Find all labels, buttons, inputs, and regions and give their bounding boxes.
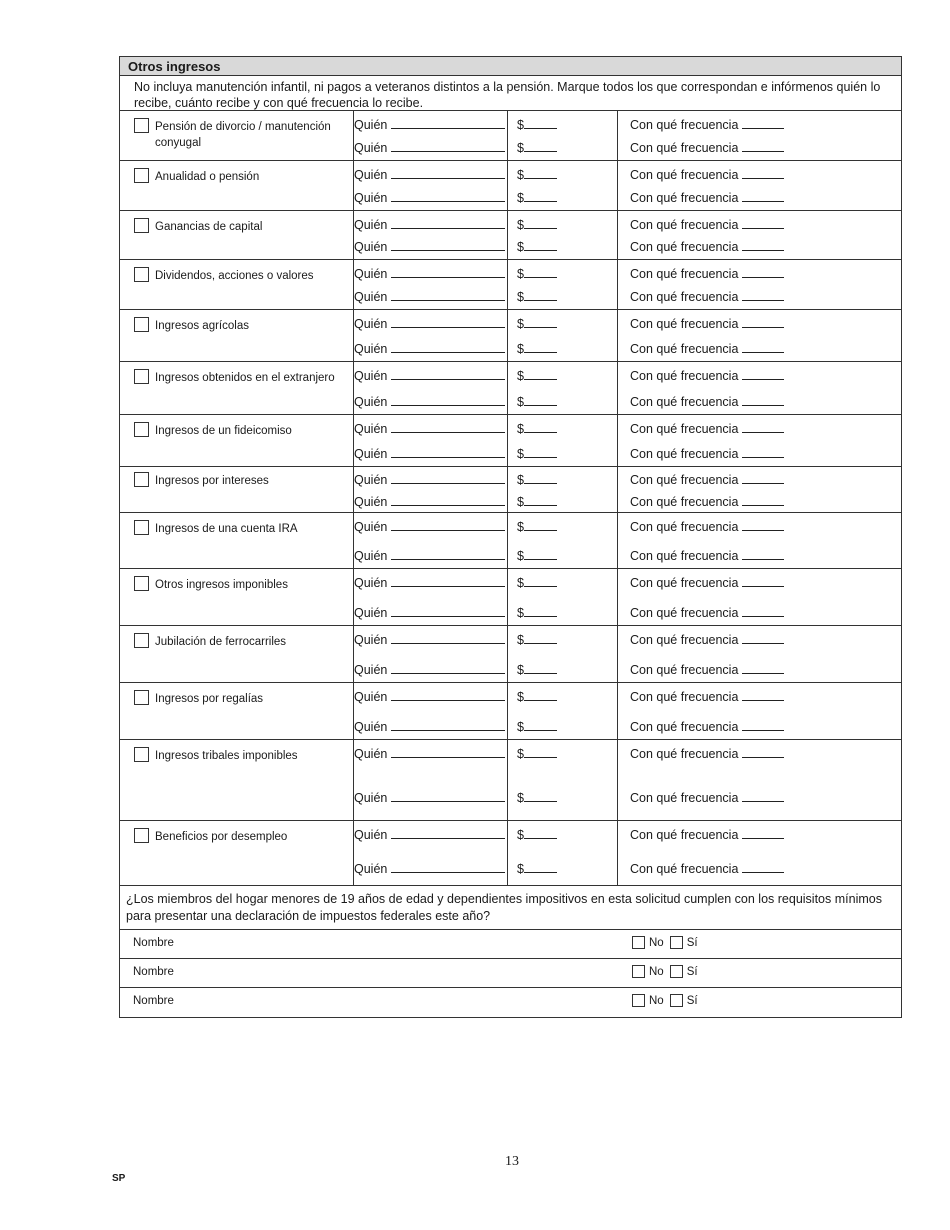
frequency-label: Con qué frecuencia (630, 422, 739, 436)
frequency-label: Con qué frecuencia (630, 473, 739, 487)
no-checkbox[interactable] (632, 936, 645, 949)
who-label: Quién (354, 141, 388, 155)
amount-label: $ (517, 141, 524, 155)
frequency-field[interactable] (742, 166, 784, 179)
amount-label: $ (517, 118, 524, 132)
amount-label: $ (517, 606, 524, 620)
frequency-label: Con qué frecuencia (630, 218, 739, 232)
amount-field[interactable] (524, 493, 557, 506)
amount-field[interactable] (524, 718, 557, 731)
amount-field[interactable] (524, 604, 557, 617)
who-field[interactable] (391, 661, 505, 674)
income-checkbox[interactable] (134, 118, 149, 133)
no-label: No (649, 965, 664, 978)
frequency-label: Con qué frecuencia (630, 720, 739, 734)
income-checkbox[interactable] (134, 472, 149, 487)
language-code: SP (112, 1173, 126, 1184)
who-label: Quién (354, 495, 388, 509)
amount-field[interactable] (524, 139, 557, 152)
income-row (120, 513, 901, 569)
income-row (120, 821, 901, 886)
frequency-field[interactable] (742, 688, 784, 701)
who-field[interactable] (391, 340, 505, 353)
amount-field[interactable] (524, 860, 557, 873)
income-row (120, 310, 901, 362)
frequency-label: Con qué frecuencia (630, 633, 739, 647)
frequency-label: Con qué frecuencia (630, 791, 739, 805)
frequency-label: Con qué frecuencia (630, 240, 739, 254)
income-label: Ingresos por intereses (155, 475, 269, 487)
amount-field[interactable] (524, 216, 557, 229)
frequency-field[interactable] (742, 493, 784, 506)
frequency-field[interactable] (742, 718, 784, 731)
frequency-label: Con qué frecuencia (630, 549, 739, 563)
amount-field[interactable] (524, 116, 557, 129)
income-checkbox[interactable] (134, 633, 149, 648)
who-field[interactable] (391, 445, 505, 458)
amount-field[interactable] (524, 661, 557, 674)
amount-label: $ (517, 317, 524, 331)
page-number: 13 (505, 1154, 519, 1169)
frequency-field[interactable] (742, 238, 784, 251)
amount-label: $ (517, 447, 524, 461)
frequency-field[interactable] (742, 574, 784, 587)
frequency-label: Con qué frecuencia (630, 290, 739, 304)
no-label: No (649, 994, 664, 1007)
amount-label: $ (517, 747, 524, 761)
income-checkbox[interactable] (134, 168, 149, 183)
frequency-field[interactable] (742, 518, 784, 531)
income-label: Jubilación de ferrocarriles (155, 636, 287, 648)
frequency-label: Con qué frecuencia (630, 141, 739, 155)
no-checkbox[interactable] (632, 994, 645, 1007)
frequency-field[interactable] (742, 216, 784, 229)
who-label: Quién (354, 473, 388, 487)
amount-field[interactable] (524, 631, 557, 644)
amount-label: $ (517, 395, 524, 409)
name-row (120, 959, 901, 988)
amount-label: $ (517, 218, 524, 232)
yes-label: Sí (686, 936, 698, 949)
frequency-field[interactable] (742, 661, 784, 674)
frequency-field[interactable] (742, 265, 784, 278)
income-label: Pensión de divorcio / manutención conyugal (155, 121, 331, 149)
amount-field[interactable] (524, 393, 557, 406)
frequency-field[interactable] (742, 315, 784, 328)
amount-field[interactable] (524, 420, 557, 433)
who-field[interactable] (391, 860, 505, 873)
income-row (120, 569, 901, 626)
frequency-label: Con qué frecuencia (630, 495, 739, 509)
amount-field[interactable] (524, 166, 557, 179)
income-checkbox[interactable] (134, 576, 149, 591)
who-label: Quién (354, 576, 388, 590)
frequency-field[interactable] (742, 340, 784, 353)
amount-label: $ (517, 290, 524, 304)
amount-label: $ (517, 168, 524, 182)
income-row (120, 211, 901, 260)
amount-label: $ (517, 862, 524, 876)
frequency-label: Con qué frecuencia (630, 395, 739, 409)
frequency-label: Con qué frecuencia (630, 447, 739, 461)
amount-field[interactable] (524, 189, 557, 202)
income-label: Anualidad o pensión (155, 171, 260, 183)
frequency-field[interactable] (742, 393, 784, 406)
who-field[interactable] (391, 166, 505, 179)
frequency-field[interactable] (742, 445, 784, 458)
section-instructions: No incluya manutención infantil, ni pagos a veteranos distintos a la pensión. Marque todos los que correspondan e infórmenos quién lo recibe, cuánto recibe y con qué frecuencia lo recibe. (120, 76, 901, 111)
who-label: Quién (354, 369, 388, 383)
who-label: Quién (354, 422, 388, 436)
who-label: Quién (354, 828, 388, 842)
name-label: Nombre (133, 966, 174, 978)
yes-checkbox[interactable] (670, 994, 683, 1007)
who-field[interactable] (391, 420, 505, 433)
frequency-label: Con qué frecuencia (630, 862, 739, 876)
amount-field[interactable] (524, 238, 557, 251)
income-row (120, 626, 901, 683)
income-checkbox[interactable] (134, 690, 149, 705)
frequency-label: Con qué frecuencia (630, 369, 739, 383)
frequency-field[interactable] (742, 860, 784, 873)
who-label: Quién (354, 690, 388, 704)
income-row (120, 467, 901, 513)
yes-label: Sí (686, 965, 698, 978)
frequency-label: Con qué frecuencia (630, 342, 739, 356)
who-label: Quién (354, 633, 388, 647)
amount-field[interactable] (524, 471, 557, 484)
amount-label: $ (517, 576, 524, 590)
who-field[interactable] (391, 745, 505, 758)
who-label: Quién (354, 218, 388, 232)
who-label: Quién (354, 342, 388, 356)
income-checkbox[interactable] (134, 422, 149, 437)
amount-field[interactable] (524, 745, 557, 758)
amount-label: $ (517, 633, 524, 647)
frequency-label: Con qué frecuencia (630, 118, 739, 132)
who-field[interactable] (391, 393, 505, 406)
income-label: Ingresos obtenidos en el extranjero (155, 372, 335, 384)
who-label: Quién (354, 267, 388, 281)
who-label: Quién (354, 290, 388, 304)
who-field[interactable] (391, 493, 505, 506)
who-field[interactable] (391, 265, 505, 278)
amount-label: $ (517, 473, 524, 487)
other-income-form (119, 56, 902, 1018)
amount-label: $ (517, 240, 524, 254)
amount-label: $ (517, 549, 524, 563)
who-label: Quién (354, 447, 388, 461)
income-checkbox[interactable] (134, 520, 149, 535)
who-label: Quién (354, 791, 388, 805)
amount-label: $ (517, 267, 524, 281)
amount-field[interactable] (524, 445, 557, 458)
frequency-label: Con qué frecuencia (630, 168, 739, 182)
tax-filing-question: ¿Los miembros del hogar menores de 19 años de edad y dependientes impositivos en esta solicitud cumplen con los requisitos mínimos para presentar una declaración de impuestos federales este año? (120, 886, 901, 930)
income-checkbox[interactable] (134, 828, 149, 843)
name-row (120, 988, 901, 1017)
frequency-label: Con qué frecuencia (630, 663, 739, 677)
name-label: Nombre (133, 937, 174, 949)
who-field[interactable] (391, 518, 505, 531)
amount-field[interactable] (524, 518, 557, 531)
frequency-label: Con qué frecuencia (630, 690, 739, 704)
income-row (120, 111, 901, 161)
income-row (120, 161, 901, 211)
income-checkbox[interactable] (134, 317, 149, 332)
amount-field[interactable] (524, 574, 557, 587)
who-label: Quién (354, 663, 388, 677)
amount-label: $ (517, 690, 524, 704)
no-label: No (649, 936, 664, 949)
yes-checkbox[interactable] (670, 965, 683, 978)
frequency-label: Con qué frecuencia (630, 520, 739, 534)
who-field[interactable] (391, 116, 505, 129)
frequency-field[interactable] (742, 471, 784, 484)
amount-field[interactable] (524, 789, 557, 802)
amount-field[interactable] (524, 547, 557, 560)
frequency-field[interactable] (742, 288, 784, 301)
frequency-label: Con qué frecuencia (630, 747, 739, 761)
income-checkbox[interactable] (134, 369, 149, 384)
income-label: Otros ingresos imponibles (155, 579, 288, 591)
who-label: Quién (354, 395, 388, 409)
amount-field[interactable] (524, 340, 557, 353)
amount-label: $ (517, 663, 524, 677)
amount-label: $ (517, 495, 524, 509)
who-field[interactable] (391, 688, 505, 701)
who-field[interactable] (391, 547, 505, 560)
income-row (120, 683, 901, 740)
amount-label: $ (517, 791, 524, 805)
name-row (120, 930, 901, 959)
who-field[interactable] (391, 315, 505, 328)
frequency-label: Con qué frecuencia (630, 828, 739, 842)
who-label: Quién (354, 720, 388, 734)
who-label: Quién (354, 862, 388, 876)
income-label: Ingresos por regalías (155, 693, 264, 705)
frequency-field[interactable] (742, 367, 784, 380)
frequency-field[interactable] (742, 547, 784, 560)
income-row (120, 260, 901, 310)
income-row (120, 740, 901, 821)
income-label: Ingresos de un fideicomiso (155, 425, 292, 437)
income-label: Beneficios por desempleo (155, 831, 288, 843)
amount-label: $ (517, 422, 524, 436)
who-field[interactable] (391, 139, 505, 152)
amount-label: $ (517, 520, 524, 534)
who-label: Quién (354, 168, 388, 182)
frequency-field[interactable] (742, 789, 784, 802)
who-label: Quién (354, 317, 388, 331)
frequency-field[interactable] (742, 189, 784, 202)
income-checkbox[interactable] (134, 218, 149, 233)
amount-field[interactable] (524, 688, 557, 701)
income-row (120, 362, 901, 415)
name-label: Nombre (133, 995, 174, 1007)
frequency-field[interactable] (742, 631, 784, 644)
income-label: Ingresos tribales imponibles (155, 750, 298, 762)
who-label: Quién (354, 606, 388, 620)
who-field[interactable] (391, 826, 505, 839)
who-field[interactable] (391, 367, 505, 380)
who-field[interactable] (391, 288, 505, 301)
amount-label: $ (517, 720, 524, 734)
who-label: Quién (354, 240, 388, 254)
frequency-field[interactable] (742, 826, 784, 839)
who-label: Quién (354, 747, 388, 761)
who-field[interactable] (391, 471, 505, 484)
frequency-field[interactable] (742, 420, 784, 433)
frequency-label: Con qué frecuencia (630, 606, 739, 620)
frequency-field[interactable] (742, 139, 784, 152)
who-field[interactable] (391, 631, 505, 644)
frequency-field[interactable] (742, 604, 784, 617)
amount-field[interactable] (524, 265, 557, 278)
frequency-field[interactable] (742, 745, 784, 758)
amount-label: $ (517, 828, 524, 842)
who-label: Quién (354, 520, 388, 534)
frequency-label: Con qué frecuencia (630, 576, 739, 590)
income-label: Dividendos, acciones o valores (155, 270, 314, 282)
who-field[interactable] (391, 189, 505, 202)
frequency-label: Con qué frecuencia (630, 191, 739, 205)
amount-field[interactable] (524, 826, 557, 839)
who-field[interactable] (391, 216, 505, 229)
amount-label: $ (517, 342, 524, 356)
amount-field[interactable] (524, 367, 557, 380)
who-field[interactable] (391, 574, 505, 587)
income-row (120, 415, 901, 467)
who-field[interactable] (391, 718, 505, 731)
who-field[interactable] (391, 238, 505, 251)
amount-field[interactable] (524, 315, 557, 328)
amount-label: $ (517, 369, 524, 383)
who-label: Quién (354, 191, 388, 205)
yes-checkbox[interactable] (670, 936, 683, 949)
amount-field[interactable] (524, 288, 557, 301)
income-checkbox[interactable] (134, 267, 149, 282)
who-field[interactable] (391, 604, 505, 617)
section-title: Otros ingresos (120, 57, 901, 76)
income-label: Ganancias de capital (155, 221, 263, 233)
who-field[interactable] (391, 789, 505, 802)
who-label: Quién (354, 549, 388, 563)
who-label: Quién (354, 118, 388, 132)
frequency-field[interactable] (742, 116, 784, 129)
yes-label: Sí (686, 994, 698, 1007)
no-checkbox[interactable] (632, 965, 645, 978)
amount-label: $ (517, 191, 524, 205)
income-label: Ingresos de una cuenta IRA (155, 523, 298, 535)
income-label: Ingresos agrícolas (155, 320, 249, 332)
frequency-label: Con qué frecuencia (630, 317, 739, 331)
income-checkbox[interactable] (134, 747, 149, 762)
frequency-label: Con qué frecuencia (630, 267, 739, 281)
